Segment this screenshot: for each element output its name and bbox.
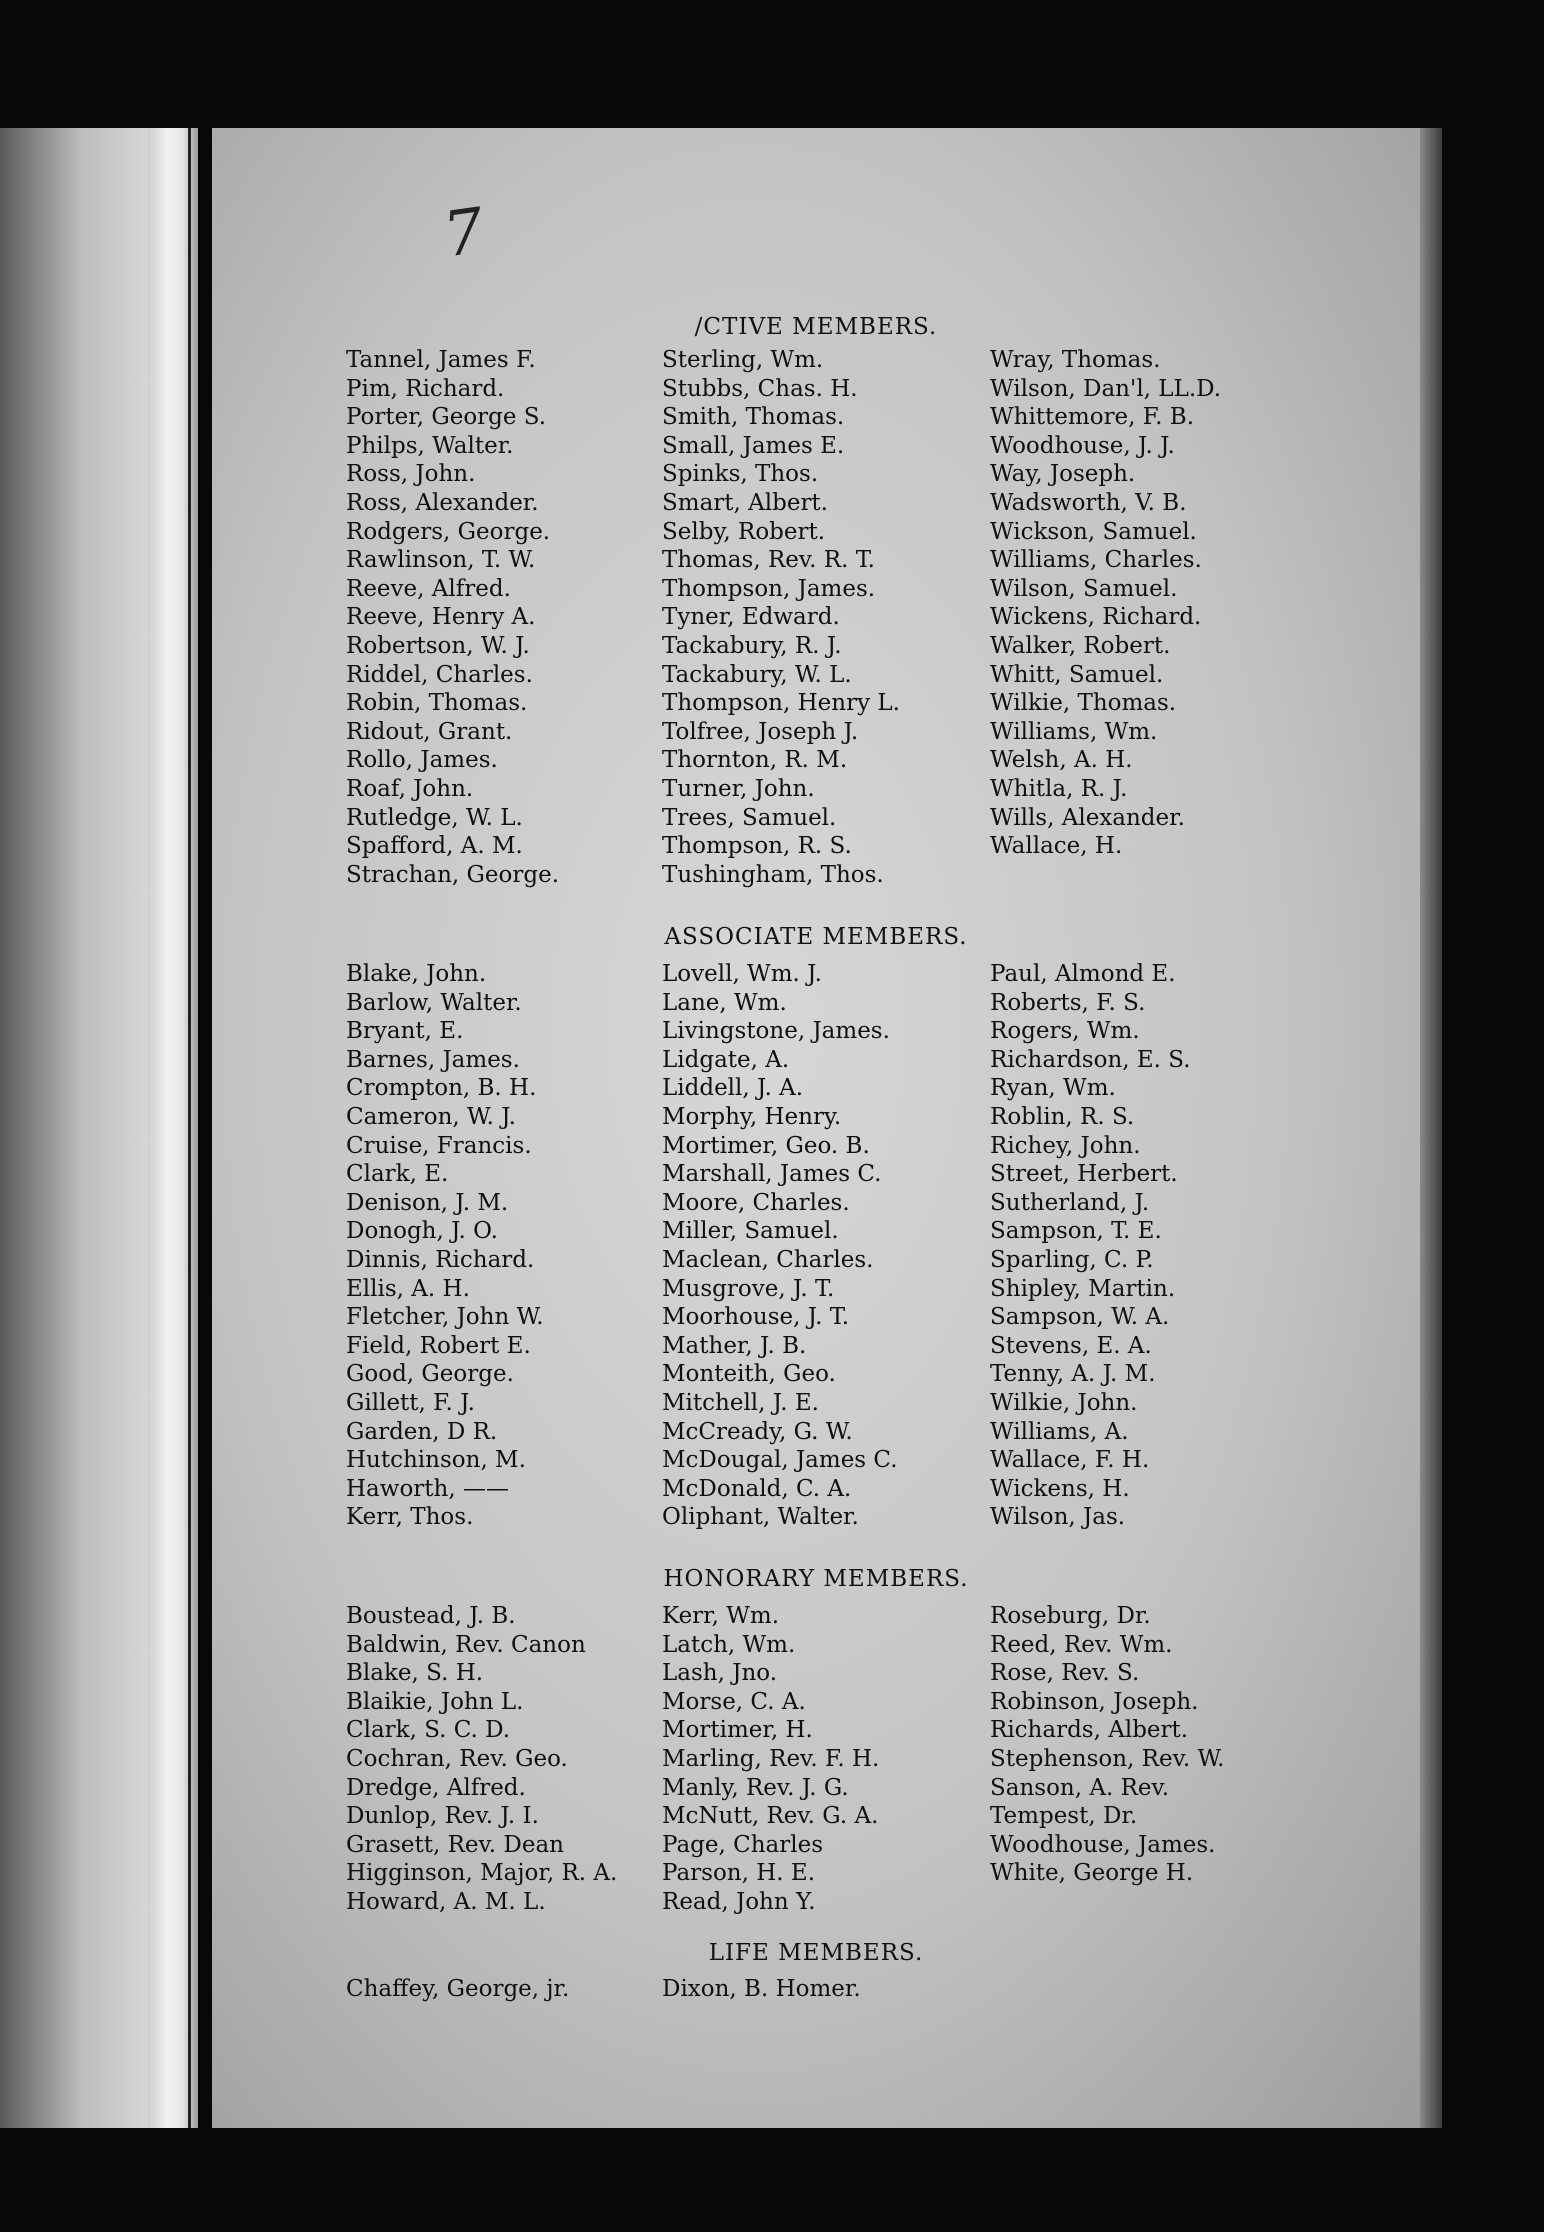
member-name: Whittemore, F. B. bbox=[990, 404, 1195, 431]
member-name: Turner, John. bbox=[662, 775, 815, 802]
member-name: Fletcher, John W. bbox=[346, 1304, 544, 1331]
honorary-members-column-2 bbox=[662, 1602, 879, 1917]
member-name: Marshall, James C. bbox=[662, 1161, 882, 1188]
member-name: Haworth, —— bbox=[346, 1475, 509, 1502]
member-name: Tyner, Edward. bbox=[662, 604, 840, 631]
member-name: Lovell, Wm. J. bbox=[662, 961, 822, 987]
member-name: Sampson, W. A. bbox=[990, 1304, 1170, 1331]
member-name: Cochran, Rev. Geo. bbox=[346, 1745, 568, 1772]
member-name: Read, John Y. bbox=[662, 1888, 816, 1915]
member-name: Dixon, B. Homer. bbox=[662, 1976, 861, 2002]
member-name: Roblin, R. S. bbox=[990, 1103, 1135, 1130]
member-name: Sutherland, J. bbox=[990, 1189, 1150, 1216]
member-name: Crompton, B. H. bbox=[346, 1075, 537, 1102]
member-name: Liddell, J. A. bbox=[662, 1075, 803, 1102]
associate-members-column-3 bbox=[990, 960, 1191, 1532]
member-name: Wadsworth, V. B. bbox=[990, 489, 1187, 516]
gutter-line bbox=[188, 128, 191, 2128]
member-name: Gillett, F. J. bbox=[346, 1389, 475, 1416]
member-name: Parson, H. E. bbox=[662, 1860, 816, 1887]
member-name: Tackabury, R. J. bbox=[662, 632, 842, 659]
member-name: Lane, Wm. bbox=[662, 989, 787, 1016]
member-name: Wickson, Samuel. bbox=[990, 518, 1197, 545]
member-name: Richardson, E. S. bbox=[990, 1046, 1191, 1073]
member-name: Spinks, Thos. bbox=[662, 461, 819, 488]
member-name: Rutledge, W. L. bbox=[346, 804, 523, 831]
member-name: Richards, Albert. bbox=[990, 1717, 1189, 1744]
member-name: Wray, Thomas. bbox=[990, 347, 1161, 373]
member-name: Tenny, A. J. M. bbox=[990, 1361, 1156, 1388]
member-name: Selby, Robert. bbox=[662, 518, 826, 545]
member-name: Boustead, J. B. bbox=[346, 1603, 516, 1629]
member-name: Paul, Almond E. bbox=[990, 961, 1176, 987]
member-name: Barlow, Walter. bbox=[346, 989, 522, 1016]
member-name: Small, James E. bbox=[662, 432, 845, 459]
member-name: Mather, J. B. bbox=[662, 1332, 807, 1359]
member-name: Stubbs, Chas. H. bbox=[662, 375, 858, 402]
member-name: White, George H. bbox=[990, 1860, 1194, 1887]
member-name: Roberts, F. S. bbox=[990, 989, 1146, 1016]
member-name: Rogers, Wm. bbox=[990, 1018, 1140, 1045]
member-name: Smith, Thomas. bbox=[662, 404, 845, 431]
member-name: Robertson, W. J. bbox=[346, 632, 530, 659]
member-name: Wilson, Samuel. bbox=[990, 575, 1178, 602]
life-members-column-2 bbox=[662, 1975, 861, 2004]
member-name: Walker, Robert. bbox=[990, 632, 1171, 659]
member-name: Philps, Walter. bbox=[346, 432, 514, 459]
member-name: McNutt, Rev. G. A. bbox=[662, 1803, 879, 1830]
member-name: Porter, George S. bbox=[346, 404, 547, 431]
member-name: Thornton, R. M. bbox=[662, 747, 848, 774]
member-name: Rawlinson, T. W. bbox=[346, 547, 536, 574]
member-name: Morphy, Henry. bbox=[662, 1103, 842, 1130]
member-name: Williams, A. bbox=[990, 1418, 1129, 1445]
member-name: Marling, Rev. F. H. bbox=[662, 1745, 880, 1772]
member-name: Field, Robert E. bbox=[346, 1332, 531, 1359]
member-name: Donogh, J. O. bbox=[346, 1218, 498, 1245]
member-name: Clark, E. bbox=[346, 1161, 449, 1188]
member-name: Livingstone, James. bbox=[662, 1018, 890, 1045]
member-name: Stevens, E. A. bbox=[990, 1332, 1152, 1359]
member-name: Roaf, John. bbox=[346, 775, 474, 802]
left-page-edge bbox=[0, 128, 148, 2128]
member-name: Higginson, Major, R. A. bbox=[346, 1860, 618, 1887]
member-name: Thompson, James. bbox=[662, 575, 876, 602]
member-name: Tolfree, Joseph J. bbox=[662, 718, 859, 745]
member-name: Ridout, Grant. bbox=[346, 718, 513, 745]
member-name: Bryant, E. bbox=[346, 1018, 464, 1045]
honorary-members-column-1 bbox=[346, 1602, 617, 1917]
member-name: Thompson, R. S. bbox=[662, 833, 852, 860]
member-name: Thomas, Rev. R. T. bbox=[662, 547, 875, 574]
member-name: Tushingham, Thos. bbox=[662, 861, 884, 888]
member-name: Blake, S. H. bbox=[346, 1660, 484, 1687]
member-name: Dunlop, Rev. J. I. bbox=[346, 1803, 539, 1830]
member-name: Mortimer, H. bbox=[662, 1717, 813, 1744]
member-name: Blake, John. bbox=[346, 961, 487, 987]
active-members-column-3 bbox=[990, 346, 1221, 861]
member-name: Reed, Rev. Wm. bbox=[990, 1631, 1173, 1658]
member-name: Street, Herbert. bbox=[990, 1161, 1178, 1188]
member-name: Blaikie, John L. bbox=[346, 1688, 524, 1715]
honorary-members-heading: HONORARY MEMBERS. bbox=[663, 1566, 969, 1592]
member-name: Dredge, Alfred. bbox=[346, 1774, 526, 1801]
member-name: Shipley, Martin. bbox=[990, 1275, 1176, 1302]
member-name: Baldwin, Rev. Canon bbox=[346, 1631, 586, 1658]
member-name: Whitt, Samuel. bbox=[990, 661, 1164, 688]
member-name: Manly, Rev. J. G. bbox=[662, 1774, 849, 1801]
member-name: Roseburg, Dr. bbox=[990, 1603, 1151, 1629]
member-name: Sanson, A. Rev. bbox=[990, 1774, 1170, 1801]
member-name: Richey, John. bbox=[990, 1132, 1141, 1159]
member-name: Strachan, George. bbox=[346, 861, 560, 888]
member-name: Monteith, Geo. bbox=[662, 1361, 836, 1388]
member-name: Oliphant, Walter. bbox=[662, 1504, 859, 1531]
member-name: Cameron, W. J. bbox=[346, 1103, 516, 1130]
member-name: Rollo, James. bbox=[346, 747, 498, 774]
member-name: Rodgers, George. bbox=[346, 518, 551, 545]
member-name: Musgrove, J. T. bbox=[662, 1275, 835, 1302]
member-name: Tannel, James F. bbox=[346, 347, 536, 373]
member-name: Sampson, T. E. bbox=[990, 1218, 1162, 1245]
member-name: Mortimer, Geo. B. bbox=[662, 1132, 870, 1159]
member-name: Hutchinson, M. bbox=[346, 1447, 526, 1474]
member-name: McCready, G. W. bbox=[662, 1418, 853, 1445]
member-name: Lash, Jno. bbox=[662, 1660, 778, 1687]
document-page bbox=[212, 128, 1420, 2128]
member-name: Williams, Wm. bbox=[990, 718, 1158, 745]
member-name: Maclean, Charles. bbox=[662, 1246, 874, 1273]
member-name: Morse, C. A. bbox=[662, 1688, 806, 1715]
member-name: Good, George. bbox=[346, 1361, 514, 1388]
life-members-heading: LIFE MEMBERS. bbox=[708, 1940, 924, 1966]
member-name: Page, Charles bbox=[662, 1831, 823, 1858]
member-name: Ross, John. bbox=[346, 461, 476, 488]
member-name: Wilkie, Thomas. bbox=[990, 690, 1177, 717]
member-name: Woodhouse, James. bbox=[990, 1831, 1216, 1858]
member-name: Howard, A. M. L. bbox=[346, 1888, 546, 1915]
member-name: Trees, Samuel. bbox=[662, 804, 837, 831]
member-name: Sparling, C. P. bbox=[990, 1246, 1154, 1273]
associate-members-column-2 bbox=[662, 960, 898, 1532]
member-name: Wilson, Dan'l, LL.D. bbox=[990, 375, 1222, 402]
associate-members-column-1 bbox=[346, 960, 544, 1532]
member-name: Wallace, H. bbox=[990, 833, 1123, 860]
member-name: Mitchell, J. E. bbox=[662, 1389, 819, 1416]
member-name: Woodhouse, J. J. bbox=[990, 432, 1175, 459]
member-name: Wills, Alexander. bbox=[990, 804, 1185, 831]
member-name: Miller, Samuel. bbox=[662, 1218, 839, 1245]
member-name: Stephenson, Rev. W. bbox=[990, 1745, 1225, 1772]
member-name: Grasett, Rev. Dean bbox=[346, 1831, 564, 1858]
member-name: Wilkie, John. bbox=[990, 1389, 1138, 1416]
member-name: Chaffey, George, jr. bbox=[346, 1976, 570, 2002]
member-name: Moorhouse, J. T. bbox=[662, 1304, 850, 1331]
member-name: Sterling, Wm. bbox=[662, 347, 824, 373]
life-members-column-1 bbox=[346, 1975, 569, 2004]
member-name: Way, Joseph. bbox=[990, 461, 1136, 488]
member-name: Kerr, Thos. bbox=[346, 1504, 474, 1531]
member-name: Tempest, Dr. bbox=[990, 1803, 1138, 1830]
member-name: Robin, Thomas. bbox=[346, 690, 528, 717]
active-members-column-1 bbox=[346, 346, 559, 889]
member-name: Dinnis, Richard. bbox=[346, 1246, 535, 1273]
member-name: McDougal, James C. bbox=[662, 1447, 898, 1474]
member-name: Tackabury, W. L. bbox=[662, 661, 852, 688]
member-name: Spafford, A. M. bbox=[346, 833, 523, 860]
member-name: Garden, D R. bbox=[346, 1418, 498, 1445]
member-name: Clark, S. C. D. bbox=[346, 1717, 511, 1744]
member-name: Reeve, Alfred. bbox=[346, 575, 511, 602]
member-name: Rose, Rev. S. bbox=[990, 1660, 1140, 1687]
member-name: Ryan, Wm. bbox=[990, 1075, 1116, 1102]
member-name: Cruise, Francis. bbox=[346, 1132, 532, 1159]
member-name: Pim, Richard. bbox=[346, 375, 505, 402]
member-name: Denison, J. M. bbox=[346, 1189, 509, 1216]
member-name: Smart, Albert. bbox=[662, 489, 828, 516]
member-name: Barnes, James. bbox=[346, 1046, 520, 1073]
pencil-mark: 7 bbox=[439, 193, 489, 272]
page-right-edge bbox=[1420, 128, 1442, 2128]
member-name: Wickens, H. bbox=[990, 1475, 1130, 1502]
member-name: Whitla, R. J. bbox=[990, 775, 1128, 802]
member-name: Welsh, A. H. bbox=[990, 747, 1133, 774]
member-name: Moore, Charles. bbox=[662, 1189, 850, 1216]
member-name: McDonald, C. A. bbox=[662, 1475, 852, 1502]
member-name: Wilson, Jas. bbox=[990, 1504, 1126, 1531]
member-name: Ellis, A. H. bbox=[346, 1275, 470, 1302]
member-name: Ross, Alexander. bbox=[346, 489, 539, 516]
associate-members-heading: ASSOCIATE MEMBERS. bbox=[664, 924, 968, 950]
member-name: Thompson, Henry L. bbox=[662, 690, 900, 717]
member-name: Riddel, Charles. bbox=[346, 661, 533, 688]
member-name: Lidgate, A. bbox=[662, 1046, 790, 1073]
honorary-members-column-3 bbox=[990, 1602, 1224, 1888]
active-members-column-2 bbox=[662, 346, 900, 889]
member-name: Reeve, Henry A. bbox=[346, 604, 536, 631]
member-name: Wickens, Richard. bbox=[990, 604, 1202, 631]
member-name: Wallace, F. H. bbox=[990, 1447, 1150, 1474]
member-name: Kerr, Wm. bbox=[662, 1603, 780, 1629]
active-members-heading: /CTIVE MEMBERS. bbox=[694, 314, 938, 340]
member-name: Latch, Wm. bbox=[662, 1631, 796, 1658]
member-name: Robinson, Joseph. bbox=[990, 1688, 1199, 1715]
member-name: Williams, Charles. bbox=[990, 547, 1202, 574]
